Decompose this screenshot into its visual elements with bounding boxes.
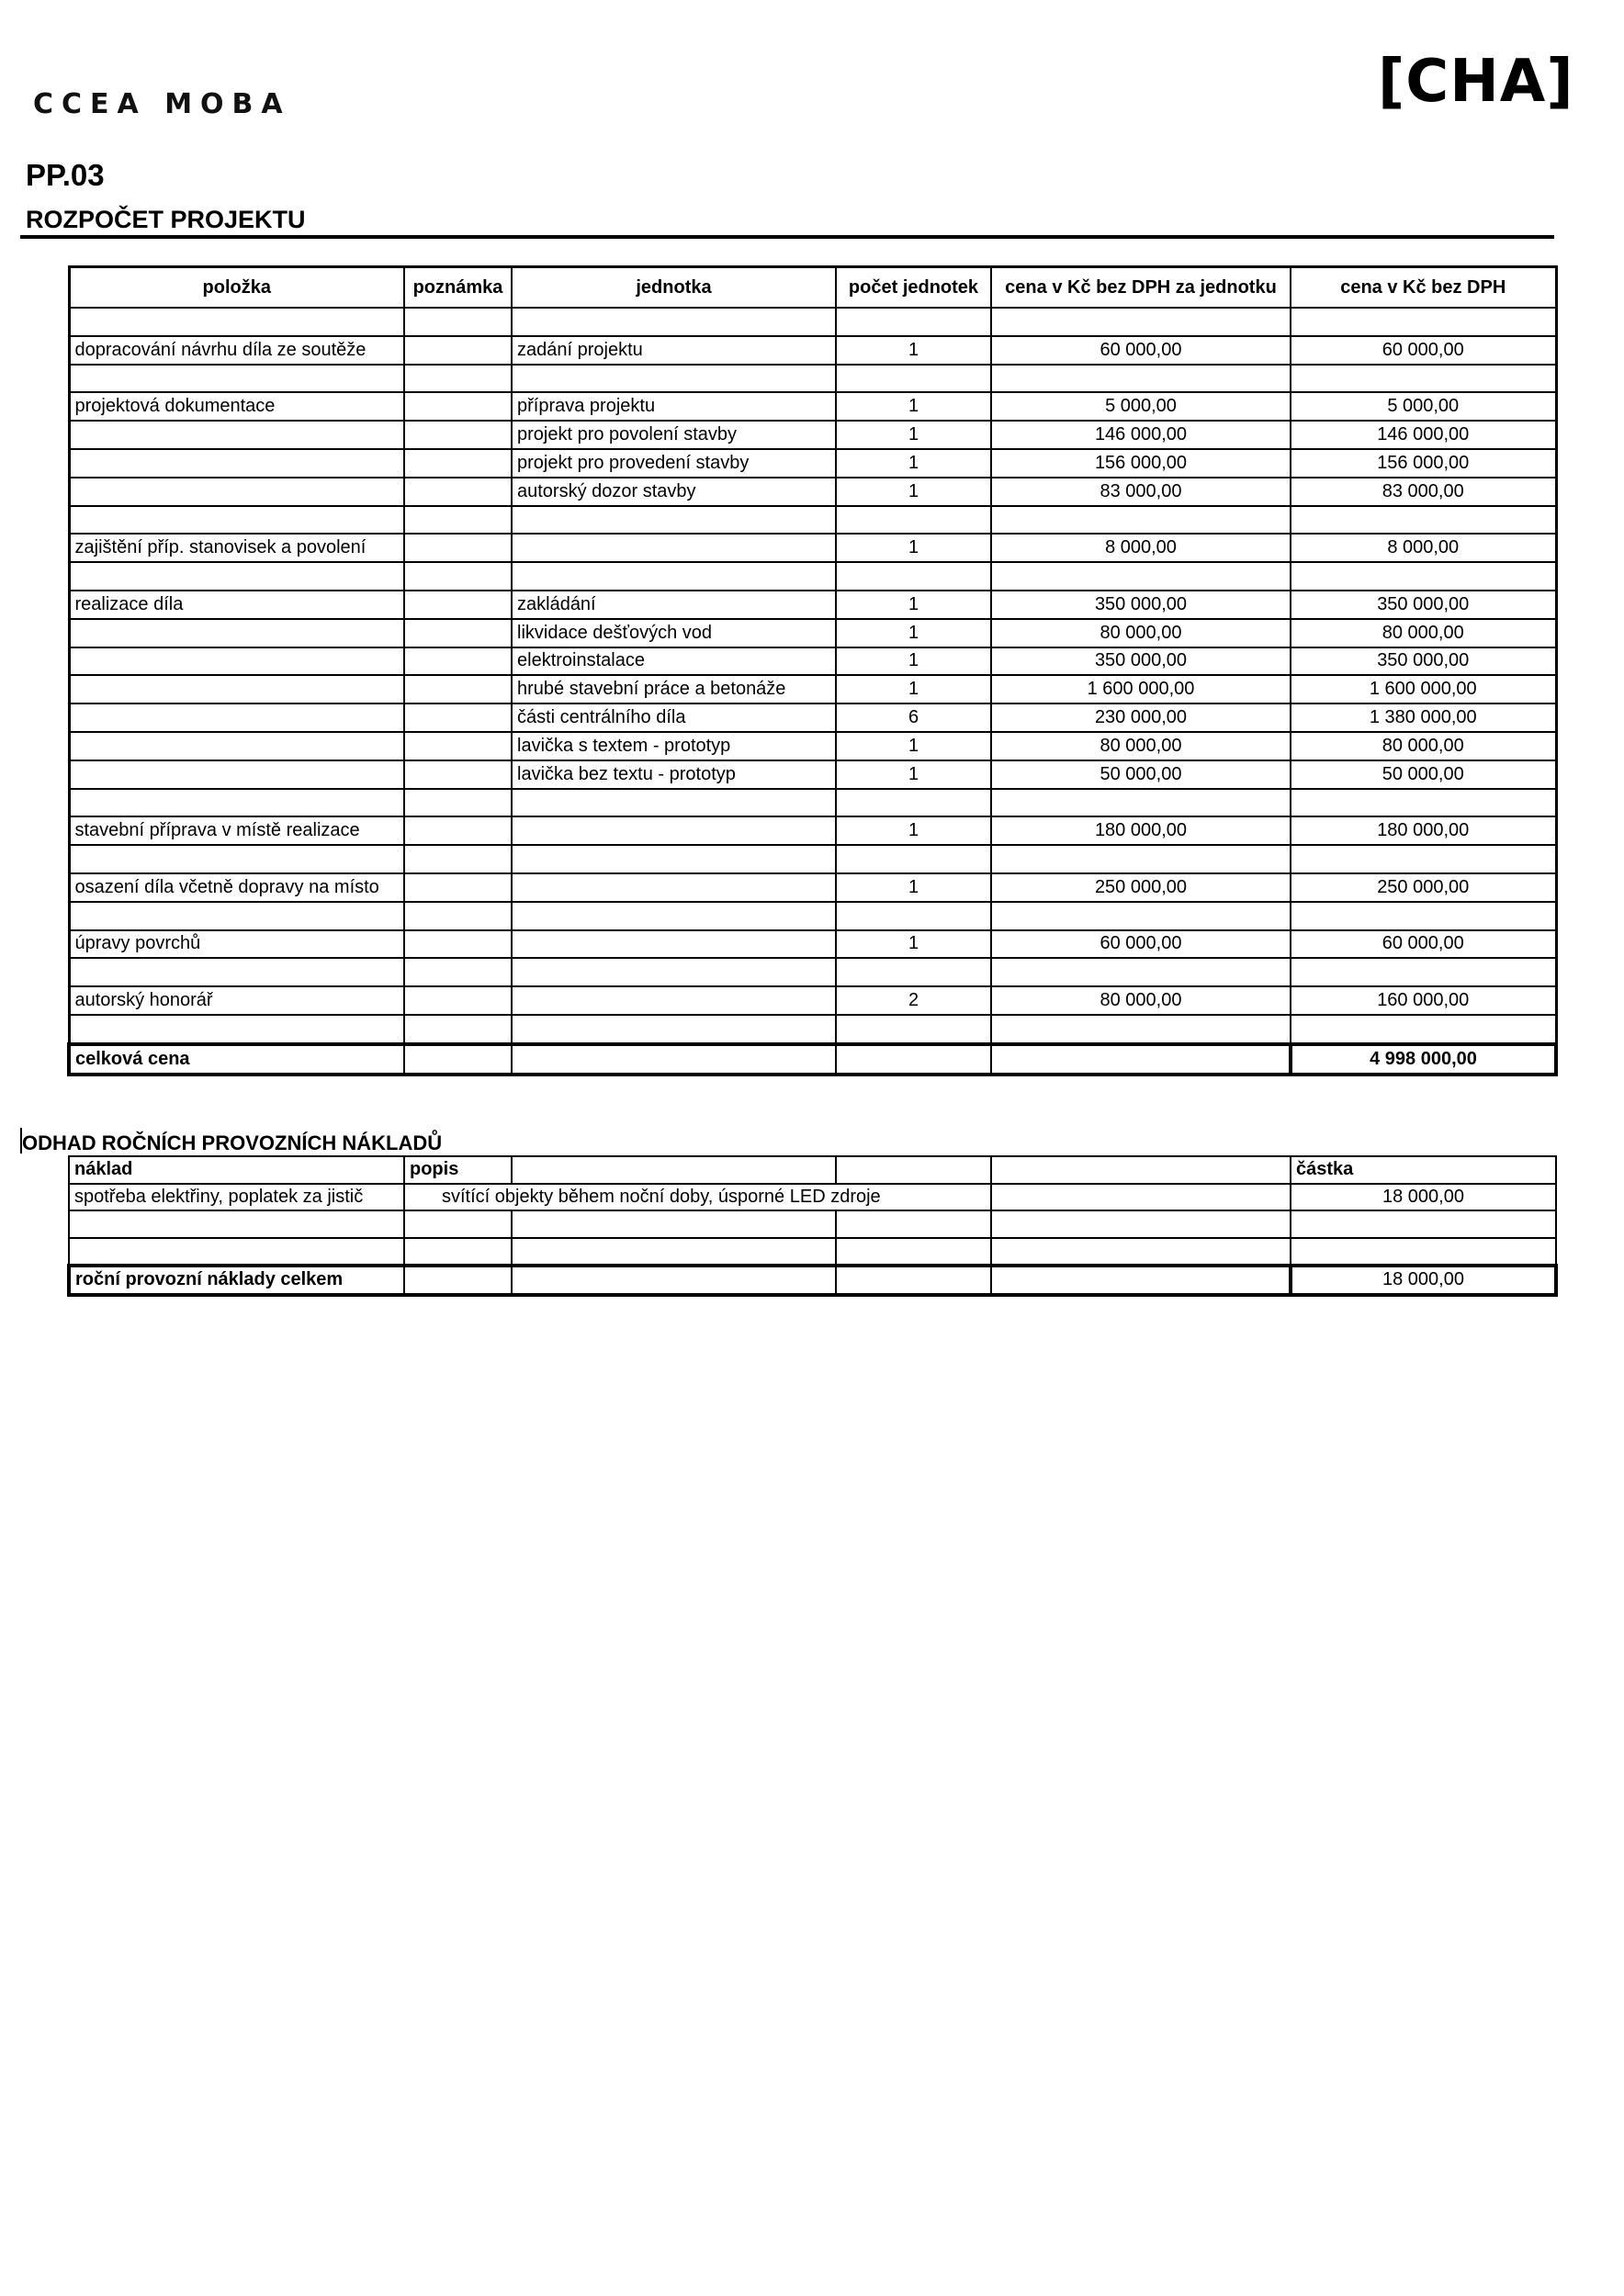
cell-item: [69, 845, 404, 873]
budget-row: [69, 449, 1556, 478]
budget-row: [69, 789, 1556, 817]
cell-cost: spotřeba elektřiny, poplatek za jistič: [69, 1184, 404, 1211]
cell-note: [404, 478, 512, 506]
empty-cell: [512, 1238, 836, 1266]
opex-table: [67, 1155, 1558, 1297]
cell-price: 180 000,00: [1291, 816, 1556, 845]
budget-row: [69, 506, 1556, 535]
cell-qty: 1: [836, 760, 991, 789]
cell-note: [404, 591, 512, 619]
cell-price: 60 000,00: [1291, 336, 1556, 365]
cell-note: [404, 449, 512, 478]
cell-qty: 1: [836, 619, 991, 647]
cell-price: 350 000,00: [1291, 591, 1556, 619]
empty-cell: [404, 1266, 512, 1295]
cell-unit: lavička bez textu - prototyp: [512, 760, 836, 789]
cell-unit-price: 1 600 000,00: [991, 675, 1291, 703]
budget-row: [69, 703, 1556, 732]
opex-total-label: roční provozní náklady celkem: [69, 1266, 404, 1295]
cell-qty: [836, 958, 991, 986]
cell-item: realizace díla: [69, 591, 404, 619]
cell-unit-price: 60 000,00: [991, 930, 1291, 959]
cell-price: 1 380 000,00: [1291, 703, 1556, 732]
cell-unit: zadání projektu: [512, 336, 836, 365]
cell-item: [69, 562, 404, 591]
cell-note: [404, 958, 512, 986]
cell-unit: [512, 308, 836, 336]
total-value: 4 998 000,00: [1291, 1044, 1556, 1075]
cell-price: 156 000,00: [1291, 449, 1556, 478]
cell-note: [404, 392, 512, 421]
cell-qty: [836, 365, 991, 393]
opex-total-value: 18 000,00: [1291, 1266, 1556, 1295]
cell-item: stavební příprava v místě realizace: [69, 816, 404, 845]
cell-note: [404, 703, 512, 732]
cell-qty: 1: [836, 816, 991, 845]
cell-qty: [836, 845, 991, 873]
cell-note: [404, 845, 512, 873]
cell-unit: [512, 816, 836, 845]
budget-row: [69, 675, 1556, 703]
cell-note: [404, 562, 512, 591]
cell-item: [69, 478, 404, 506]
cell-price: [1291, 958, 1556, 986]
cell-unit-price: [991, 308, 1291, 336]
cell-unit-price: 8 000,00: [991, 534, 1291, 562]
cell-qty: 1: [836, 647, 991, 676]
cell-qty: 6: [836, 703, 991, 732]
cell-unit-price: [991, 1015, 1291, 1044]
budget-row: [69, 930, 1556, 959]
cell-note: [404, 930, 512, 959]
cell-unit-price: 83 000,00: [991, 478, 1291, 506]
budget-row: [69, 365, 1556, 393]
cell-unit: elektroinstalace: [512, 647, 836, 676]
budget-row: [69, 308, 1556, 336]
cell-qty: [836, 308, 991, 336]
cell-unit-price: 60 000,00: [991, 336, 1291, 365]
cell-unit: [512, 506, 836, 535]
cell-qty: [836, 1015, 991, 1044]
budget-row: [69, 647, 1556, 676]
cell-unit: [512, 365, 836, 393]
document-id: PP.03: [26, 158, 105, 192]
cell-unit-price: [991, 958, 1291, 986]
budget-row: [69, 421, 1556, 449]
budget-row: [69, 732, 1556, 760]
cell-unit-price: 80 000,00: [991, 986, 1291, 1015]
cell-price: [1291, 1015, 1556, 1044]
cell-note: [404, 308, 512, 336]
cell-note: [404, 732, 512, 760]
cell-qty: 1: [836, 930, 991, 959]
empty-cell: [836, 1156, 991, 1184]
cell-qty: 1: [836, 675, 991, 703]
cell-unit-price: 80 000,00: [991, 619, 1291, 647]
cell-price: [1291, 902, 1556, 930]
budget-row: [69, 336, 1556, 365]
cell-note: [404, 1044, 512, 1075]
opex-row: [69, 1238, 1556, 1266]
empty-cell: [836, 1210, 991, 1238]
cell-desc: [404, 1238, 512, 1266]
cell-note: [404, 619, 512, 647]
budget-row: [69, 845, 1556, 873]
cell-unit: [512, 930, 836, 959]
cell-price: 1 600 000,00: [1291, 675, 1556, 703]
budget-row: [69, 562, 1556, 591]
cell-unit: autorský dozor stavby: [512, 478, 836, 506]
cell-price: 146 000,00: [1291, 421, 1556, 449]
opex-header-row: [69, 1156, 1556, 1184]
cell-item: [69, 1015, 404, 1044]
cell-qty: 1: [836, 534, 991, 562]
page-title: ROZPOČET PROJEKTU: [26, 206, 306, 233]
cell-unit: lavička s textem - prototyp: [512, 732, 836, 760]
cell-unit-price: 5 000,00: [991, 392, 1291, 421]
cell-unit-price: [991, 902, 1291, 930]
cell-unit-price: 50 000,00: [991, 760, 1291, 789]
budget-row: [69, 902, 1556, 930]
cell-price: 50 000,00: [1291, 760, 1556, 789]
cell-unit-price: 350 000,00: [991, 647, 1291, 676]
cell-unit: [512, 873, 836, 902]
cell-item: projektová dokumentace: [69, 392, 404, 421]
cell-qty: [836, 1044, 991, 1075]
cell-desc: [404, 1210, 512, 1238]
empty-cell: [991, 1238, 1291, 1266]
col-header-cost: náklad: [69, 1156, 404, 1184]
cell-note: [404, 675, 512, 703]
cell-unit-price: [991, 1044, 1291, 1075]
empty-cell: [991, 1184, 1291, 1211]
cell-price: 250 000,00: [1291, 873, 1556, 902]
cell-qty: 1: [836, 449, 991, 478]
cell-qty: 1: [836, 478, 991, 506]
opex-row: [69, 1184, 1556, 1211]
cell-unit-price: 180 000,00: [991, 816, 1291, 845]
cell-amount: 18 000,00: [1291, 1184, 1556, 1211]
cell-unit: [512, 562, 836, 591]
company-logo: CCEA MOBA: [33, 88, 291, 120]
cell-unit-price: [991, 845, 1291, 873]
cell-note: [404, 789, 512, 817]
cell-unit: [512, 789, 836, 817]
cell-qty: [836, 506, 991, 535]
cell-note: [404, 816, 512, 845]
cell-unit: [512, 845, 836, 873]
empty-cell: [991, 1210, 1291, 1238]
cell-unit-price: [991, 506, 1291, 535]
budget-row: [69, 392, 1556, 421]
cell-item: [69, 506, 404, 535]
cell-cost: [69, 1238, 404, 1266]
empty-cell: [991, 1266, 1291, 1295]
cell-unit: [512, 1044, 836, 1075]
cell-qty: [836, 562, 991, 591]
cell-unit: [512, 986, 836, 1015]
cell-item: [69, 760, 404, 789]
cell-price: 80 000,00: [1291, 619, 1556, 647]
cell-unit-price: 146 000,00: [991, 421, 1291, 449]
cell-item: [69, 308, 404, 336]
cell-unit: [512, 534, 836, 562]
title-divider: [20, 235, 1554, 239]
cell-note: [404, 902, 512, 930]
cell-note: [404, 534, 512, 562]
budget-header-row: [69, 267, 1556, 309]
col-header-unit: jednotka: [512, 267, 836, 309]
budget-row: [69, 986, 1556, 1015]
cell-unit-price: [991, 562, 1291, 591]
cell-item: [69, 675, 404, 703]
opex-total-row: [69, 1266, 1556, 1295]
cell-note: [404, 873, 512, 902]
cell-price: 83 000,00: [1291, 478, 1556, 506]
cell-item: [69, 365, 404, 393]
cell-qty: 2: [836, 986, 991, 1015]
cell-unit: projekt pro povolení stavby: [512, 421, 836, 449]
cell-note: [404, 986, 512, 1015]
cell-price: 8 000,00: [1291, 534, 1556, 562]
cell-item: [69, 647, 404, 676]
cell-qty: [836, 789, 991, 817]
cell-unit: hrubé stavební práce a betonáže: [512, 675, 836, 703]
budget-row: [69, 958, 1556, 986]
budget-row: [69, 816, 1556, 845]
budget-table: [67, 265, 1558, 1076]
cell-desc: svítící objekty během noční doby, úsporné LED zdroje: [404, 1184, 991, 1211]
col-header-qty: počet jednotek: [836, 267, 991, 309]
cell-item: [69, 421, 404, 449]
cell-unit-price: 80 000,00: [991, 732, 1291, 760]
cell-note: [404, 647, 512, 676]
empty-cell: [991, 1156, 1291, 1184]
cell-item: [69, 703, 404, 732]
cell-item: autorský honorář: [69, 986, 404, 1015]
budget-row: [69, 478, 1556, 506]
cell-qty: 1: [836, 336, 991, 365]
cell-qty: 1: [836, 591, 991, 619]
cell-item: [69, 619, 404, 647]
cell-unit: příprava projektu: [512, 392, 836, 421]
cell-item: dopracování návrhu díla ze soutěže: [69, 336, 404, 365]
cell-unit: projekt pro provedení stavby: [512, 449, 836, 478]
budget-row: [69, 873, 1556, 902]
cell-item: [69, 732, 404, 760]
cell-price: 5 000,00: [1291, 392, 1556, 421]
cell-item: [69, 449, 404, 478]
cell-item: [69, 789, 404, 817]
empty-cell: [836, 1266, 991, 1295]
cell-amount: [1291, 1210, 1556, 1238]
cell-price: [1291, 506, 1556, 535]
cell-item: osazení díla včetně dopravy na místo: [69, 873, 404, 902]
cell-price: 350 000,00: [1291, 647, 1556, 676]
col-header-desc: popis: [404, 1156, 512, 1184]
cell-price: [1291, 845, 1556, 873]
cell-unit: zakládání: [512, 591, 836, 619]
col-header-amount: částka: [1291, 1156, 1556, 1184]
total-label: celková cena: [69, 1044, 404, 1075]
cell-unit-price: 156 000,00: [991, 449, 1291, 478]
cell-unit: [512, 958, 836, 986]
cell-unit: [512, 902, 836, 930]
cell-price: [1291, 562, 1556, 591]
cell-amount: [1291, 1238, 1556, 1266]
cell-note: [404, 421, 512, 449]
cell-note: [404, 1015, 512, 1044]
cell-unit: části centrálního díla: [512, 703, 836, 732]
empty-cell: [512, 1210, 836, 1238]
cell-qty: [836, 902, 991, 930]
cell-item: zajištění příp. stanovisek a povolení: [69, 534, 404, 562]
cell-unit-price: 230 000,00: [991, 703, 1291, 732]
project-code: [CHA]: [1378, 48, 1574, 116]
cell-price: 80 000,00: [1291, 732, 1556, 760]
cell-unit-price: 250 000,00: [991, 873, 1291, 902]
cell-unit-price: [991, 789, 1291, 817]
cell-price: [1291, 789, 1556, 817]
empty-cell: [512, 1266, 836, 1295]
cell-price: 160 000,00: [1291, 986, 1556, 1015]
budget-total-row: [69, 1044, 1556, 1075]
cell-qty: 1: [836, 421, 991, 449]
budget-row: [69, 591, 1556, 619]
cell-note: [404, 336, 512, 365]
col-header-price: cena v Kč bez DPH: [1291, 267, 1556, 309]
cell-unit-price: [991, 365, 1291, 393]
cell-unit: [512, 1015, 836, 1044]
budget-row: [69, 534, 1556, 562]
cell-note: [404, 506, 512, 535]
budget-row: [69, 760, 1556, 789]
budget-row: [69, 619, 1556, 647]
cell-unit-price: 350 000,00: [991, 591, 1291, 619]
budget-row: [69, 1015, 1556, 1044]
cell-note: [404, 760, 512, 789]
cell-qty: 1: [836, 392, 991, 421]
empty-cell: [836, 1238, 991, 1266]
cell-qty: 1: [836, 873, 991, 902]
empty-cell: [512, 1156, 836, 1184]
cell-price: [1291, 365, 1556, 393]
cell-item: [69, 902, 404, 930]
col-header-item: položka: [69, 267, 404, 309]
opex-row: [69, 1210, 1556, 1238]
cell-qty: 1: [836, 732, 991, 760]
col-header-note: poznámka: [404, 267, 512, 309]
cell-note: [404, 365, 512, 393]
cell-cost: [69, 1210, 404, 1238]
col-header-unit-price: cena v Kč bez DPH za jednotku: [991, 267, 1291, 309]
cell-item: úpravy povrchů: [69, 930, 404, 959]
cell-item: [69, 958, 404, 986]
cell-price: [1291, 308, 1556, 336]
cell-unit: likvidace dešťových vod: [512, 619, 836, 647]
opex-title: ODHAD ROČNÍCH PROVOZNÍCH NÁKLADŮ: [22, 1131, 443, 1154]
cell-price: 60 000,00: [1291, 930, 1556, 959]
